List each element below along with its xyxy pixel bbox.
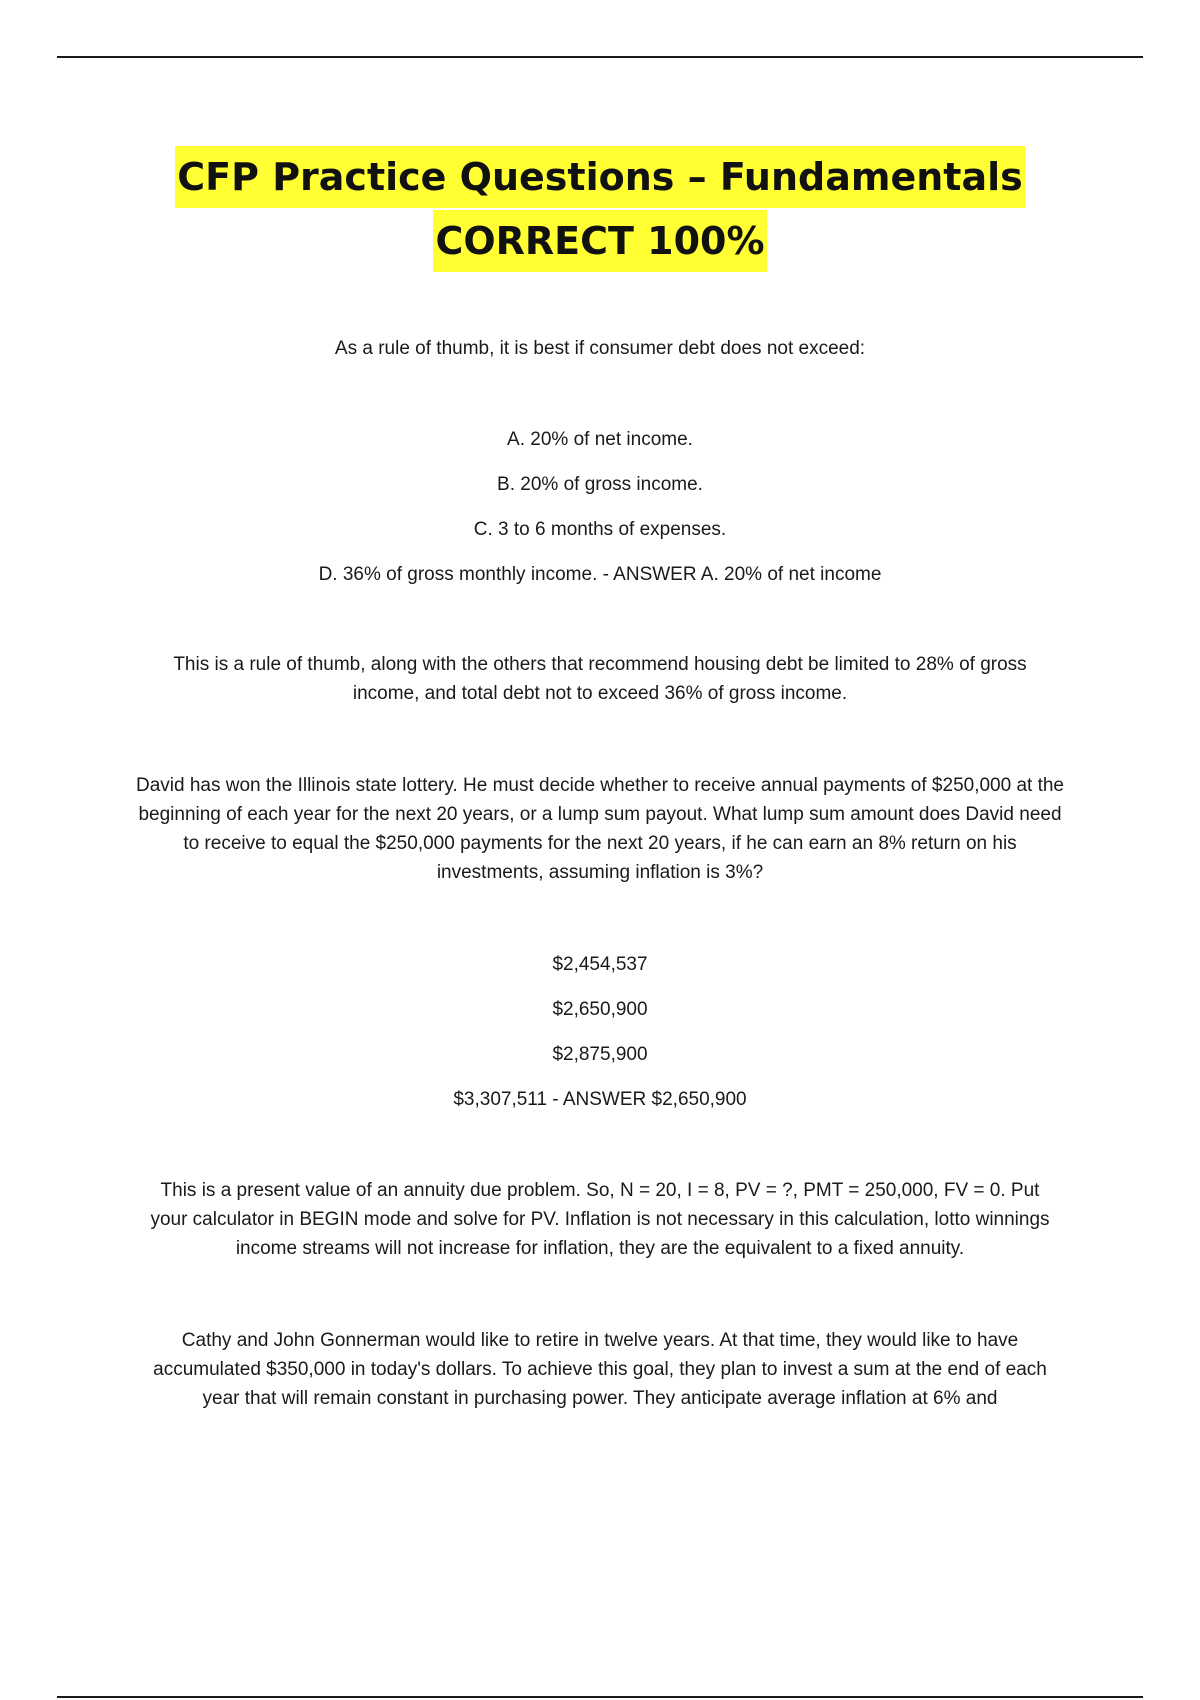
title-line-1: CFP Practice Questions – Fundamentals — [175, 146, 1024, 208]
q2-option-1: $2,454,537 — [552, 954, 648, 975]
header-rule — [57, 56, 1143, 58]
q1-option-b: B. 20% of gross income. — [497, 474, 703, 495]
q2-option-3: $2,875,900 — [552, 1044, 648, 1065]
q2-question: David has won the Illinois state lottery. He must decide whether to receive annual payments of $250,000 at the beginning of each year for the next 20 years, or a lump sum payout. What lump sum amount does David need to receive to equal the $250,000 payments for the next 20 years, if he can earn an 8% return on his investments, assuming inflation is 3%? — [135, 775, 1064, 883]
q2-option-2: $2,650,900 — [552, 999, 648, 1020]
footer-rule — [57, 1696, 1143, 1698]
q1-option-a: A. 20% of net income. — [507, 429, 693, 450]
q2-option-4: $3,307,511 - ANSWER $2,650,900 — [453, 1089, 747, 1110]
document-title — [0, 146, 1200, 274]
q1-option-d: D. 36% of gross monthly income. - ANSWER A. 20% of net income — [318, 564, 882, 585]
q2-explanation: This is a present value of an annuity due problem. So, N = 20, I = 8, PV = ?, PMT = 250,000, FV = 0. Put your calculator in BEGIN mode and solve for PV. Inflation is not necessary in this calculation, lotto winnings income streams will not increase for inflation, they are the equivalent to a fixed annuity. — [150, 1180, 1050, 1259]
q1-option-c: C. 3 to 6 months of expenses. — [473, 519, 727, 540]
q1-question: As a rule of thumb, it is best if consumer debt does not exceed: — [334, 338, 866, 359]
q3-question: Cathy and John Gonnerman would like to retire in twelve years. At that time, they would like to have accumulated $350,000 in today's dollars. To achieve this goal, they plan to invest a sum at the end of each year that will remain constant in purchasing power. They anticipate average inflation at 6% and — [153, 1330, 1047, 1409]
title-line-2: CORRECT 100% — [433, 210, 766, 272]
q1-explanation: This is a rule of thumb, along with the others that recommend housing debt be limited to 28% of gross income, and total debt not to exceed 36% of gross income. — [173, 654, 1027, 704]
